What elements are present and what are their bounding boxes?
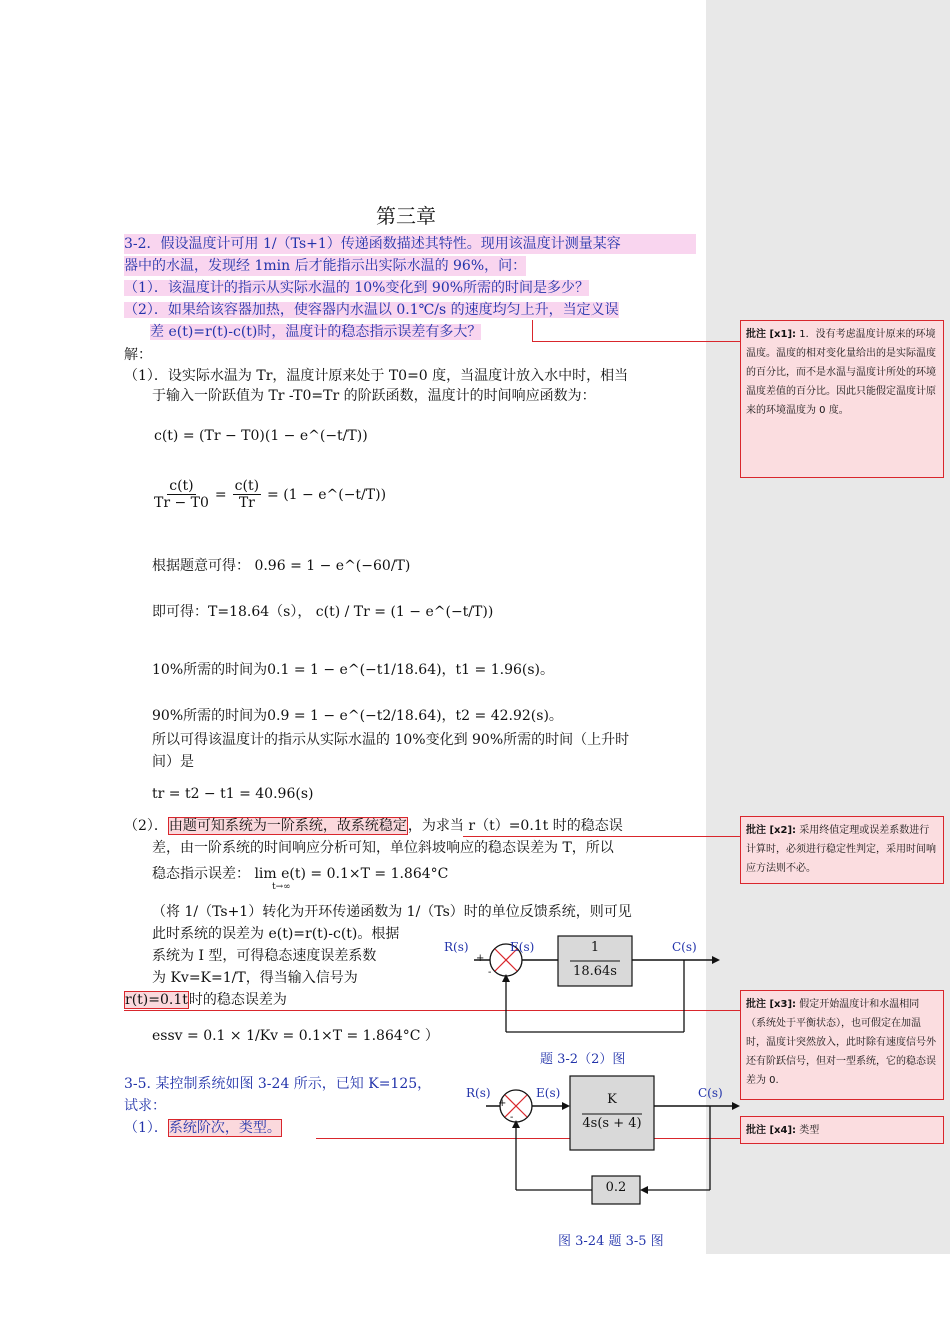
solution-label: 解：: [124, 347, 152, 363]
comment-anchor-x1: [532, 320, 533, 342]
solution-line-e1: 所以可得该温度计的指示从实际水温的 10%变化到 90%所需的时间（上升时: [152, 732, 630, 748]
diagram2-plus: +: [498, 1098, 507, 1109]
solution-line-f: tr = t2 − t1 = 40.96(s): [152, 786, 314, 802]
diagram2-caption: 图 3-24 题 3-5 图: [558, 1234, 664, 1249]
q32-line2: 器中的水温，发现经 1min 后才能指示出实际水温的 96%，问：: [124, 258, 527, 274]
q32-item2b: 差 e(t)=r(t)-c(t)时，温度计的稳态指示误差有多大？: [150, 324, 482, 340]
q35-item1: （1）．系统阶次，类型。: [124, 1120, 281, 1136]
comment-connector-x1: [533, 341, 740, 342]
diagram2-numerator: K: [607, 1092, 617, 1107]
limit-subscript: t→∞: [272, 882, 291, 892]
solution-p2c: 稳态指示误差： lim e(t) = 0.1×T = 1.864°C: [152, 866, 449, 882]
diagram1-E-label: E(s): [510, 940, 535, 954]
q32-item1: （1）．该温度计的指示从实际水温的 10%变化到 90%所需的时间是多少？: [124, 280, 590, 296]
diagram1-numerator: 1: [590, 940, 600, 955]
diagram1-denominator: 18.64s: [573, 964, 617, 979]
solution-line-c: 10%所需的时间为0.1 = 1 − e^(−t1/18.64)，t1 = 1.96(s)。: [152, 662, 555, 678]
diagram1-caption: 题 3-2（2）图: [540, 1052, 626, 1067]
q32-line1: 3-2．假设温度计可用 1/（Ts+1）传递函数描述其特性。现用该温度计测量某容: [124, 234, 696, 254]
diagram2-denominator: 4s(s + 4): [582, 1116, 642, 1131]
equation-2: $\frac{c(t)}{Tr - T0}$ = $\frac{c(t)}{Tr}$ = (1 − e^(−t/T)): [154, 478, 387, 511]
diagram1-R-label: R(s): [444, 940, 469, 954]
comment-x4[interactable]: 批注 [x4]: 类型: [740, 1116, 944, 1144]
solution-p1a: （1）．设实际水温为 Tr，温度计原来处于 T0=0 度，当温度计放入水中时，相当: [124, 368, 629, 384]
diagram1-minus: -: [488, 967, 492, 978]
solution-p3f: essv = 0.1 × 1/Kv = 0.1×T = 1.864°C ）: [152, 1028, 439, 1044]
solution-line-e2: 间）是: [152, 754, 194, 770]
diagram2-minus: -: [510, 1112, 514, 1123]
diagram2-C-label: C(s): [698, 1086, 723, 1100]
solution-p3e: r(t)=0.1t时的稳态误差为: [125, 992, 287, 1008]
diagram1-plus: +: [476, 953, 485, 964]
solution-line-b: 即可得：T=18.64（s）， c(t) / Tr = (1 − e^(−t/T)): [152, 604, 494, 620]
diagram2-feedback-gain: 0.2: [605, 1180, 627, 1195]
q35-line1: 3-5. 某控制系统如图 3-24 所示，已知 K=125，: [124, 1076, 432, 1092]
q35-line2: 试求：: [124, 1098, 166, 1114]
diagram1-C-label: C(s): [672, 940, 697, 954]
solution-line-a: 根据题意可得： 0.96 = 1 − e^(−60/T): [152, 558, 411, 574]
comment-x3[interactable]: 批注 [x3]: 假定开始温度计和水温相同（系统处于平衡状态），也可假定在加温时，温度计突然放入，此时除有速度信号外还有阶跃信号，但对一型系统，它的稳态误差为 0.: [740, 990, 944, 1100]
diagram2-E-label: E(s): [536, 1086, 561, 1100]
solution-line-d: 90%所需的时间为0.9 = 1 − e^(−t2/18.64)，t2 = 42.92(s)。: [152, 708, 563, 724]
solution-p3c: 系统为 I 型，可得稳态速度误差系数: [152, 948, 377, 964]
q32-item2a: （2）．如果给该容器加热，使容器内水温以 0.1℃/s 的速度均匀上升，当定义误: [124, 302, 619, 318]
comment-x2[interactable]: 批注 [x2]: 采用终值定理或误差系数进行计算时，必须进行稳定性判定，采用时间响应方法则不必。: [740, 816, 944, 884]
diagram2-R-label: R(s): [466, 1086, 491, 1100]
solution-p3d: 为 Kv=K=1/T，得当输入信号为: [152, 970, 358, 986]
solution-p1b: 于输入一阶跃值为 Tr -T0=Tr 的阶跃函数，温度计的时间响应函数为：: [152, 388, 596, 404]
solution-p3a: （将 1/（Ts+1）转化为开环传递函数为 1/（Ts）时的单位反馈系统，则可见: [152, 904, 632, 920]
equation-1: c(t) = (Tr − T0)(1 − e^(−t/T)): [154, 428, 368, 444]
comment-x1[interactable]: 批注 [x1]: 1．没有考虑温度计原来的环境温度。温度的相对变化量给出的是实际温度的百分比，而不是水温与温度计所处的环境温度差值的百分比。因此只能假定温度计原来的环境温度为 0 度。: [740, 320, 944, 478]
solution-p3b: 此时系统的误差为 e(t)=r(t)-c(t)。根据: [152, 926, 400, 942]
solution-p2a: （2）．由题可知系统为一阶系统，故系统稳定，为求当 r（t）=0.1t 时的稳态误: [124, 818, 623, 834]
comment-connector-x2: [463, 836, 740, 837]
chapter-title: 第三章: [376, 204, 436, 228]
solution-p2b: 差，由一阶系统的时间响应分析可知，单位斜坡响应的稳态误差为 T，所以: [152, 840, 614, 856]
